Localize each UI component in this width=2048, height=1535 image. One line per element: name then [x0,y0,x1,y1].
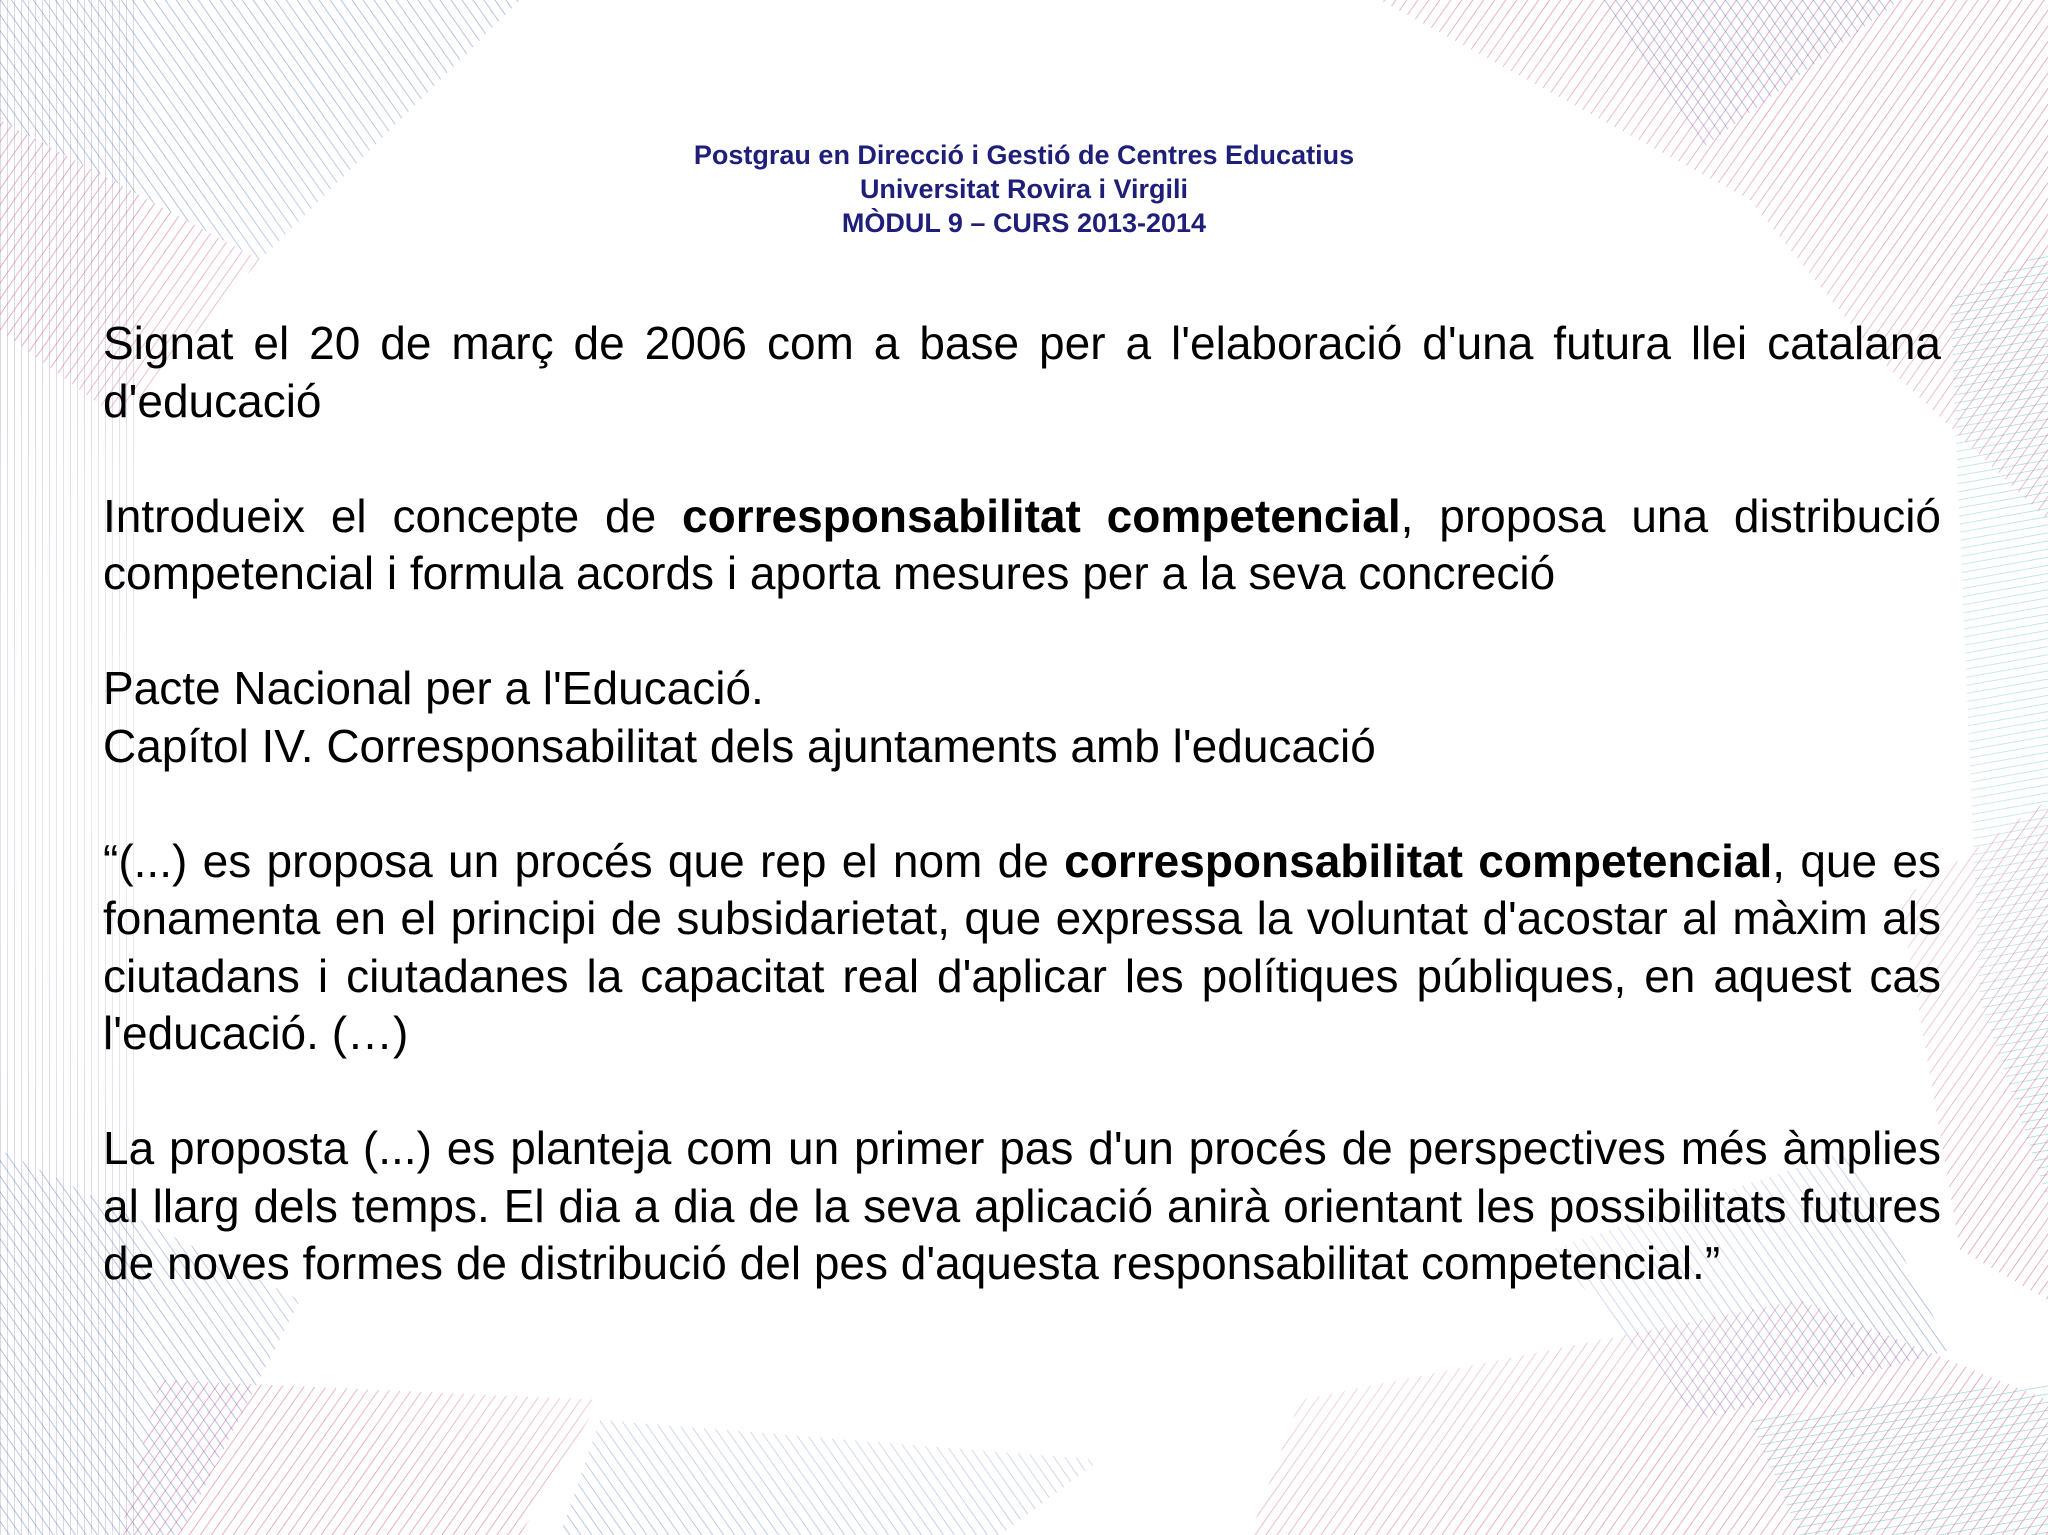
paragraph-introdueix [103,488,1941,603]
paragraph-quote [103,833,1941,1063]
course-title: Postgrau en Direcció i Gestió de Centres Educatius [693,140,1355,170]
paragraph-signat-text: Signat el 20 de març de 2006 com a base per a l'elaboració d'una futura llei catalana d'educació [103,317,1941,427]
paragraph-proposta-text: La proposta (...) es planteja com un primer pas d'un procés de perspectives més àmplies al llarg dels temps. El dia a dia de la seva aplicació anirà orientant les possibilitats futures de noves formes de distribució del pes d'aquesta responsabilitat competencial.” [103,1122,1941,1289]
paragraph-quote-before: “(...) es proposa un procés que rep el nom de [103,834,1065,887]
course-header [0,138,2048,240]
module-course: MÒDUL 9 – CURS 2013-2014 [841,208,1207,238]
paragraph-quote-after: , que es fonamenta en el principi de subsidarietat, que expressa la voluntat d'acostar al màxim als ciutadans i ciutadanes la capacitat real d'aplicar les polítiques públiques, en aquest cas l'educació. (…) [103,834,1941,1059]
paragraph-introdueix-before: Introdueix el concepte de [103,489,683,542]
slide-body [103,315,1941,1293]
paragraph-signat [103,315,1941,430]
paragraph-introdueix-after: , proposa una distribució competencial i formula acords i aporta mesures per a la seva concreció [103,489,1941,599]
paragraph-quote-bold: corresponsabilitat competencial [1064,834,1773,887]
paragraph-proposta [103,1120,1941,1293]
paragraph-pacte [103,660,1941,775]
chapter-title: Capítol IV. Corresponsabilitat dels ajuntaments amb l'educació [103,719,1376,772]
pacte-title: Pacte Nacional per a l'Educació. [103,662,764,714]
university-name: Universitat Rovira i Virgili [859,174,1189,204]
paragraph-introdueix-bold: corresponsabilitat competencial [682,489,1401,542]
